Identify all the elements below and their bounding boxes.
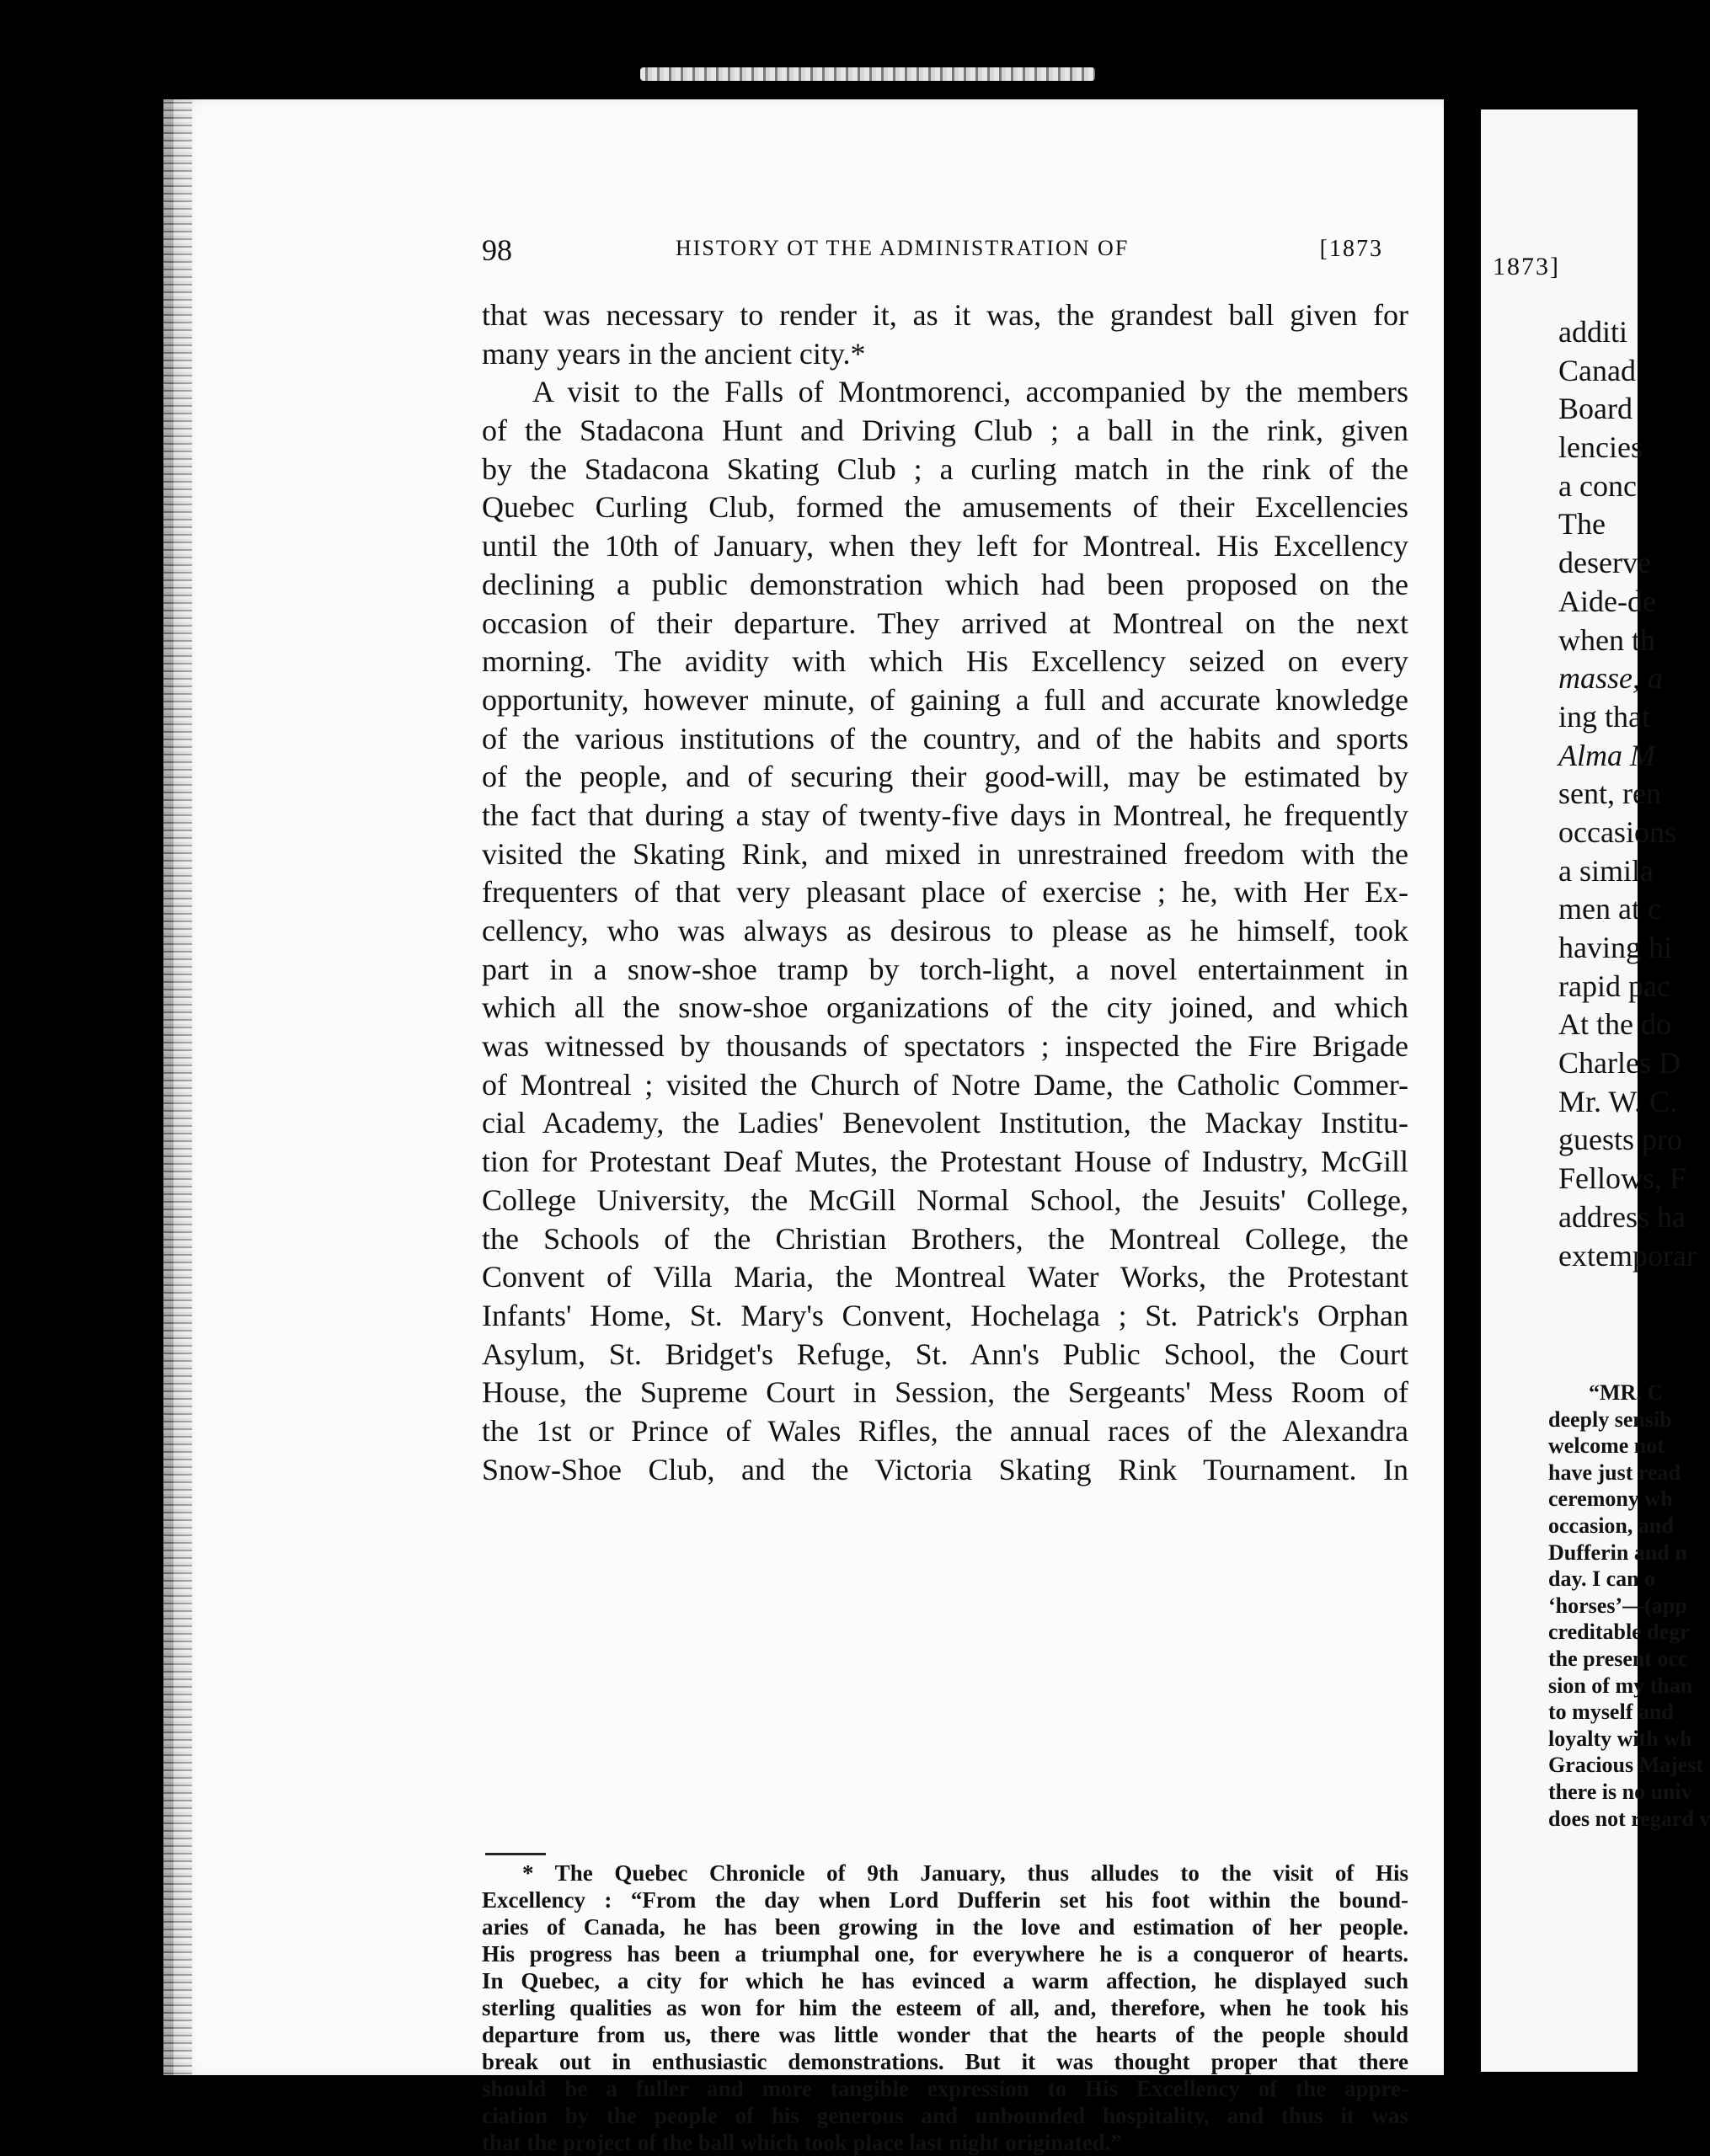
right-page-footnote-line: ‘horses’—(app [1548, 1593, 1687, 1618]
right-page-line: Charles D [1558, 1046, 1681, 1081]
body-line: part in a snow-shoe tramp by torch-light, a novel entertainment in [482, 952, 1408, 986]
body-line: was witnessed by thousands of spectators ; inspected the Fire Brigade [482, 1029, 1408, 1064]
right-page-line: Mr. W. C. [1558, 1084, 1678, 1118]
body-line: of the people, and of securing their good-will, may be estimated by [482, 760, 1408, 794]
right-page-footnote-line: welcome not [1548, 1433, 1665, 1459]
right-page-footnote [1548, 1380, 1710, 1832]
body-line: of the various institutions of the country, and of the habits and sports [482, 721, 1408, 755]
footnote-rule [485, 1853, 546, 1855]
right-page-body [1558, 313, 1697, 1275]
right-page-footnote-line: “MR. C [1589, 1380, 1664, 1405]
right-page-line: deserve [1558, 546, 1651, 580]
body-line: the fact that during a stay of twenty-five days in Montreal, he frequently [482, 798, 1408, 832]
right-page-line: when th [1558, 622, 1655, 657]
body-line: visited the Skating Rink, and mixed in unrestrained freedom with the [482, 836, 1408, 871]
footnote-line: ciation by the people of his generous and unbounded hospitality, and thus it was [482, 2103, 1408, 2128]
footnote-line: should be a fuller and more tangible expression to His Excellency of the appre- [482, 2076, 1408, 2101]
right-page-footnote-line: creditable degr [1548, 1620, 1690, 1645]
body-line: Snow-Shoe Club, and the Victoria Skating Rink Tournament. In [482, 1452, 1408, 1486]
right-page-line: additi [1558, 315, 1627, 349]
body-line: of Montreal ; visited the Church of Notre Dame, the Catholic Commer- [482, 1067, 1408, 1102]
right-page-footnote-line: day. I can o [1548, 1566, 1656, 1592]
right-page-line: masse, a [1558, 661, 1663, 696]
right-page-line: ing that [1558, 699, 1650, 734]
footnote-line: His progress has been a triumphal one, for everywhere he is a conqueror of hearts. [482, 1941, 1408, 1967]
body-line: frequenters of that very pleasant place of exercise ; he, with Her Ex- [482, 875, 1408, 910]
body-line: Asylum, St. Bridget's Refuge, St. Ann's Public School, the Court [482, 1337, 1408, 1371]
body-line: the 1st or Prince of Wales Rifles, the annual races of the Alexandra [482, 1413, 1408, 1448]
body-line: Convent of Villa Maria, the Montreal Water Works, the Protestant [482, 1260, 1408, 1294]
right-page-line: lencies [1558, 430, 1643, 465]
right-page-footnote-line: loyalty with wh [1548, 1726, 1692, 1751]
body-line: College University, the McGill Normal School, the Jesuits' College, [482, 1182, 1408, 1217]
footnote-line: sterling qualities as won for him the esteem of all, and, therefore, when he took his [482, 1995, 1408, 2020]
footnote-line: that the project of the ball which took place last night originated.” [482, 2130, 1122, 2155]
right-page-line: guests pro [1558, 1123, 1682, 1157]
running-title: HISTORY OT THE ADMINISTRATION OF [676, 236, 1130, 260]
right-page-footnote-line: ceremony wh [1548, 1486, 1673, 1512]
body-line: which all the snow-shoe organizations of the city joined, and which [482, 990, 1408, 1025]
right-page-line: Alma M [1558, 738, 1655, 772]
body-line: the Schools of the Christian Brothers, the Montreal College, the [482, 1221, 1408, 1256]
right-page-line: At the do [1558, 1007, 1671, 1042]
body-line: House, the Supreme Court in Session, the Sergeants' Mess Room of [482, 1375, 1408, 1410]
footnote-line: Excellency : “From the day when Lord Dufferin set his foot within the bound- [482, 1887, 1408, 1913]
body-line: Infants' Home, St. Mary's Convent, Hochelaga ; St. Patrick's Orphan [482, 1298, 1408, 1332]
body-line: declining a public demonstration which had been proposed on the [482, 567, 1408, 601]
body-line: opportunity, however minute, of gaining a full and accurate knowledge [482, 682, 1408, 717]
right-page-line: extemporar [1558, 1238, 1697, 1273]
body-line: A visit to the Falls of Montmorenci, accompanied by the members [532, 375, 1408, 409]
footnote-line: * The Quebec Chronicle of 9th January, thus alludes to the visit of His [522, 1860, 1408, 1886]
footnote-line: break out in enthusiastic demonstrations. But it was thought proper that there [482, 2049, 1408, 2074]
footnote-line: aries of Canada, he has been growing in the love and estimation of her people. [482, 1914, 1408, 1940]
body-line: many years in the ancient city.* [482, 336, 866, 371]
right-page-line: address ha [1558, 1199, 1686, 1234]
footnote-line: In Quebec, a city for which he has evinced a warm affection, he displayed such [482, 1968, 1408, 1993]
body-line: morning. The avidity with which His Excellency seized on every [482, 644, 1408, 679]
footnote [482, 1860, 1408, 2156]
right-page-line: having hi [1558, 931, 1672, 964]
body-line: Quebec Curling Club, formed the amusements of their Excellencies [482, 490, 1408, 525]
right-page-line: a simila [1558, 853, 1654, 888]
right-page-footnote-line: occasion, and [1548, 1513, 1674, 1538]
right-page-line: Canad [1558, 353, 1636, 387]
right-page-line: Board [1558, 392, 1633, 426]
right-page-footnote-line: the present occ [1548, 1646, 1688, 1671]
right-page-footnote-line: there is no univ [1548, 1779, 1692, 1804]
right-page-line: a conc [1558, 468, 1637, 503]
body-line: by the Stadacona Skating Club ; a curling match in the rink of the [482, 451, 1408, 486]
body-line: of the Stadacona Hunt and Driving Club ; a ball in the rink, given [482, 414, 1408, 448]
body-text [482, 296, 1408, 1489]
right-page-line: occasions [1558, 814, 1676, 849]
body-line: tion for Protestant Deaf Mutes, the Protestant House of Industry, McGill [482, 1145, 1408, 1179]
right-page-line: The [1558, 507, 1606, 542]
right-page [1481, 109, 1710, 2072]
page-number: 98 [482, 233, 512, 267]
body-line: cial Academy, the Ladies' Benevolent Institution, the Mackay Institu- [482, 1106, 1408, 1140]
right-page-footnote-line: Dufferin and n [1548, 1540, 1687, 1565]
right-page-line: sent, ren [1558, 776, 1661, 811]
page-top-scan-artifact [640, 67, 1095, 81]
right-page-footnote-line: have just read [1548, 1460, 1681, 1485]
right-page-header: 1873] [1493, 253, 1560, 280]
right-page-line: Aide-de [1558, 584, 1656, 618]
right-page-footnote-line: sion of my than [1548, 1673, 1693, 1698]
body-line: until the 10th of January, when they left for Montreal. His Excellency [482, 529, 1408, 563]
footnote-line: departure from us, there was little wonder that the hearts of the people should [482, 2022, 1408, 2047]
right-page-footnote-line: to myself and [1548, 1700, 1674, 1725]
right-page-footnote-line: Gracious Majest [1548, 1753, 1704, 1778]
right-page-line: rapid pac [1558, 969, 1670, 1003]
body-line: that was necessary to render it, as it was, the grandest ball given for [482, 298, 1408, 332]
right-page-line: Fellows, F [1558, 1161, 1687, 1196]
right-page-line: men at c [1558, 892, 1661, 926]
running-header [482, 232, 1383, 266]
right-page-footnote-line: does not regard v [1548, 1806, 1710, 1831]
header-year: [1873 [1319, 236, 1383, 262]
book-gutter [163, 99, 192, 2075]
right-page-footnote-line: deeply sensib [1548, 1406, 1672, 1432]
body-line: occasion of their departure. They arrived at Montreal on the next [482, 606, 1408, 640]
body-line: cellency, who was always as desirous to please as he himself, took [482, 914, 1408, 947]
